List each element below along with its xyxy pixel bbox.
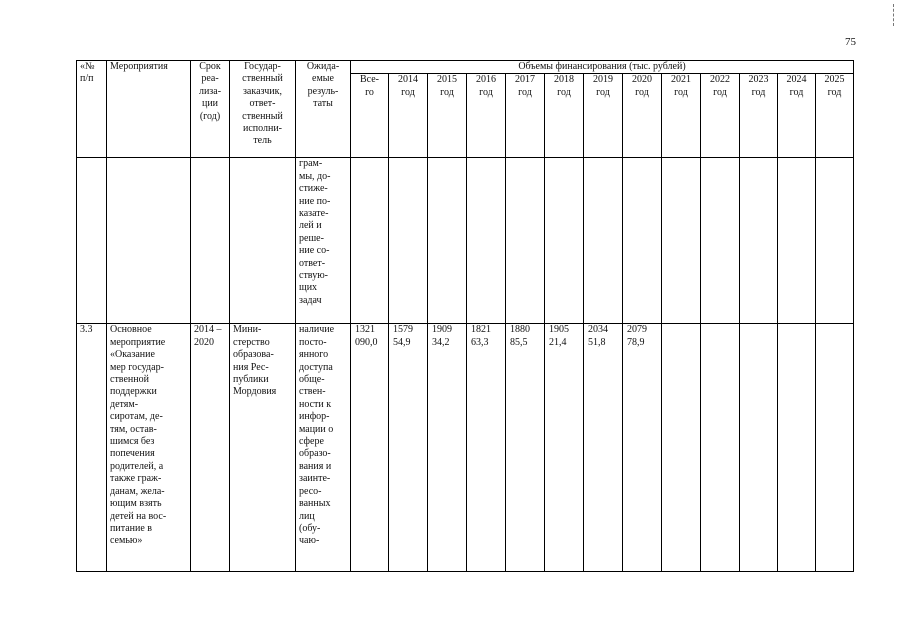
row-year-2025 [816,324,854,572]
table-row-3-3 [77,324,854,572]
funding-table [76,60,854,572]
header-year-2019: 2019 год [584,74,623,158]
header-year-2021: 2021 год [662,74,701,158]
row-year-2018: 1905 21,4 [545,324,584,572]
row-year-2023 [740,324,778,572]
row-year-2019: 2034 51,8 [584,324,623,572]
row-year-2022 [701,324,740,572]
header-year-2024: 2024 год [778,74,816,158]
page-number: 75 [845,36,856,48]
row-activity: Основное мероприятие «Оказание мер государ- ственной поддержки детям- сиротам, де- тям, остав- шимся без попечения родителей, а также граж- данам, жела- ющим взять детей на вос- питание в семью» [107,324,191,572]
header-year-2020: 2020 год [623,74,662,158]
header-results: Ожида- емые резуль- таты [296,61,351,158]
continuation-results: грам- мы, до- стиже- ние по- казате- лей и реше- ние со- ответ- ствую- щих задач [296,158,351,324]
header-year-2017: 2017 год [506,74,545,158]
row-year-2016: 1821 63,3 [467,324,506,572]
header-num: «№ п/п [77,61,107,158]
header-total: Все- го [351,74,389,158]
row-year-2014: 1579 54,9 [389,324,428,572]
row-num: 3.3 [77,324,107,572]
header-year-2015: 2015 год [428,74,467,158]
header-year-2023: 2023 год [740,74,778,158]
row-total: 1321 090,0 [351,324,389,572]
header-year-2025: 2025 год [816,74,854,158]
row-results: наличие посто- янного доступа обще- ствен- ности к инфор- мации о сфере образо- вания и заинте- ресо- ванных лиц (обу- чаю- [296,324,351,572]
scan-mark [893,4,896,26]
table-row-continuation [77,158,854,324]
header-year-2022: 2022 год [701,74,740,158]
header-year-2014: 2014 год [389,74,428,158]
header-customer: Государ- ственный заказчик, ответ- ственный исполни- тель [230,61,296,158]
row-customer: Мини- стерство образова- ния Рес- публики Мордовия [230,324,296,572]
header-term: Срок реа- лиза- ции (год) [191,61,230,158]
row-term: 2014 – 2020 [191,324,230,572]
row-year-2015: 1909 34,2 [428,324,467,572]
row-year-2020: 2079 78,9 [623,324,662,572]
row-year-2024 [778,324,816,572]
row-year-2017: 1880 85,5 [506,324,545,572]
header-year-2018: 2018 год [545,74,584,158]
header-activity: Мероприятия [107,61,191,158]
row-year-2021 [662,324,701,572]
header-year-2016: 2016 год [467,74,506,158]
header-funding-title: Объемы финансирования (тыс. рублей) [351,61,854,74]
